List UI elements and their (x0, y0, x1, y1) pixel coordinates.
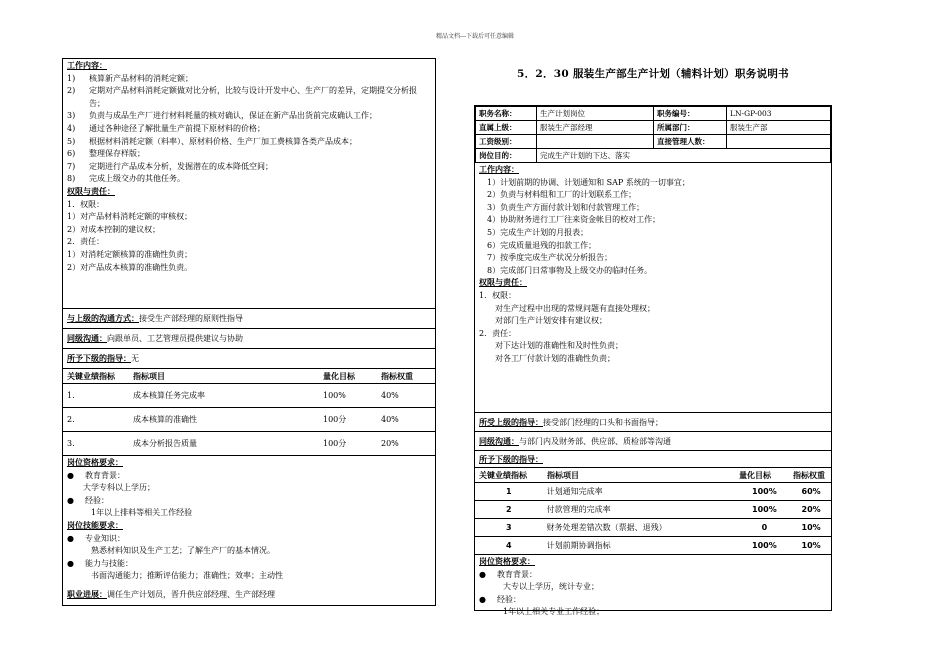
auth-line: 1）对产品材料消耗定额的审核权； (67, 212, 193, 222)
kpi-item: 成本分析报告质量 (133, 439, 197, 448)
kpi-item: 计划前期协调指标 (546, 541, 611, 550)
kpi-weight: 40% (381, 391, 399, 400)
direct-count-value (727, 135, 831, 149)
kpi-row (475, 537, 831, 555)
duty-item: 1）计划前期的协调、计划通知和 SAP 系统的一切事宜； (487, 177, 690, 187)
right-comm-up-label: 所受上级的指导： (479, 417, 543, 427)
left-ability-value: 书面沟通能力；推断评估能力；准确性；效率；主动性 (91, 571, 283, 581)
auth-line: 2．责任： (67, 237, 105, 247)
right-qualifications (475, 555, 831, 620)
duty-number: 5) (67, 136, 76, 146)
right-comm-up-value: 接受部门经理的口头和书面指导； (543, 417, 663, 427)
left-duties-title: 工作内容： (67, 61, 107, 70)
superior-label: 直属上级： (476, 121, 537, 135)
kpi-row (475, 501, 831, 519)
kpi-item: 成本核算的准确性 (133, 415, 197, 424)
right-duties-section (475, 163, 831, 413)
left-ability: ● 能力与技能： (67, 558, 133, 568)
duty-text: 定期对产品材料消耗定额做对比分析，比较与设计开发中心、生产厂的差异，定期提交分析报告； (89, 86, 417, 108)
kpi-col-header: 指标权重 (793, 470, 825, 480)
right-comm-up (475, 413, 831, 432)
duty-item (67, 123, 431, 136)
kpi-target: 100分 (323, 415, 347, 424)
duty-item (67, 173, 431, 186)
kpi-weight: 20% (801, 505, 821, 514)
right-auth-r-list (479, 340, 827, 365)
left-comm-up-label: 与上级的沟通方式： (67, 314, 139, 323)
auth-line: 对各工厂付款计划的准确性负责； (495, 353, 615, 363)
kpi-weight: 10% (801, 541, 821, 550)
duty-item: 2）负责与材料组和工厂的计划联系工作； (487, 190, 637, 200)
duty-number: 8) (67, 174, 76, 184)
right-auth-r-label: 2．责任： (479, 328, 517, 338)
right-edu-value: 大专以上学历，统计专业； (503, 582, 599, 592)
kpi-target: 100% (752, 505, 777, 514)
auth-line: 对生产过程中出现的常规问题有直接处理权； (495, 303, 655, 313)
purpose-label: 岗位目的： (476, 149, 537, 163)
duty-item: 5）完成生产计划的月报表； (487, 227, 589, 237)
right-subordinate (475, 451, 831, 468)
kpi-col-header: 指标权重 (381, 371, 413, 381)
auth-line: 对部门生产计划安排有建议权； (495, 316, 607, 326)
kpi-target: 0 (761, 523, 768, 532)
right-exp-value: 1年以上相关专业工作经验； (503, 607, 605, 617)
left-kpi-table (63, 384, 435, 456)
right-kpi-header (475, 468, 831, 483)
left-qual-title: 岗位资格要求： (67, 458, 123, 467)
kpi-weight: 10% (801, 523, 821, 532)
left-subordinate (63, 349, 435, 369)
right-duties-title: 工作内容： (479, 165, 519, 174)
wage-label: 工资级别： (476, 135, 537, 149)
page-header-note: 精品文档---下载后可任意编辑 (435, 33, 515, 40)
kpi-col-header: 关键业绩指标 (479, 470, 527, 480)
kpi-number: 3. (67, 439, 75, 448)
duty-number: 6) (67, 149, 76, 159)
right-kpi-table (475, 483, 831, 555)
auth-line: 2）对成本控制的建议权； (67, 224, 161, 234)
dept-label: 所属部门： (654, 121, 727, 135)
kpi-col-header: 指标项目 (547, 470, 579, 480)
duty-text: 通过各种途径了解批量生产前提下原材料的价格； (89, 123, 265, 133)
right-exp: ● 经验： (479, 594, 521, 604)
duty-item (67, 148, 431, 161)
left-job-description-panel (62, 58, 436, 606)
duty-item: 3）负责生产方面付款计划和付款管理工作； (487, 202, 645, 212)
job-name-value: 生产计划岗位 (537, 107, 654, 121)
duty-text: 整理保存样版； (89, 149, 145, 159)
kpi-col-header: 指标项目 (133, 371, 165, 381)
duty-item (67, 161, 431, 174)
left-skill-title: 岗位技能要求： (67, 520, 123, 530)
duty-number: 1) (67, 73, 76, 83)
left-know: ● 专业知识： (67, 533, 125, 543)
duty-text: 负责与成品生产厂进行材料耗量的核对确认，保证在新产品出货前完成确认工作； (89, 111, 377, 121)
right-edu: ● 教育背景： (479, 569, 537, 579)
direct-count-label: 直接管理人数： (654, 135, 727, 149)
left-edu-value: 大学专科以上学历； (83, 483, 155, 493)
auth-line: 1．权限： (67, 199, 105, 209)
duty-item: 7）按季度完成生产状况分析报告； (487, 253, 613, 263)
left-career: 职业进展：调任生产计划员，晋升供应部经理、生产部经理 (67, 589, 275, 599)
kpi-row (63, 384, 435, 408)
left-subordinate-label: 所予下级的指导： (67, 354, 131, 363)
kpi-row (63, 408, 435, 432)
duty-text: 根据材料消耗定额（料率）、原材料价格、生产厂加工费核算各类产品成本； (89, 136, 357, 146)
job-info-table (475, 106, 831, 163)
duty-item (67, 85, 431, 110)
left-comm-peer-label: 同级沟通： (67, 334, 107, 343)
kpi-target: 100% (323, 391, 346, 400)
left-kpi-header (63, 369, 435, 384)
left-duties-section (63, 59, 435, 309)
duty-item: 4）协助财务进行工厂往来资金帐目的校对工作； (487, 215, 661, 225)
kpi-col-header: 量化目标 (323, 371, 355, 381)
document-title: 5．2．30 服装生产部生产计划（辅料计划）职务说明书 (517, 68, 789, 80)
duty-number: 3) (67, 111, 76, 121)
dept-value: 服装生产部 (727, 121, 831, 135)
job-name-label: 职务名称： (476, 107, 537, 121)
wage-value (537, 135, 654, 149)
duty-text: 定期进行产品成本分析，发掘潜在的成本降低空间； (89, 161, 273, 171)
left-comm-peer (63, 329, 435, 349)
kpi-target: 100分 (323, 439, 347, 448)
left-know-value: 熟悉材料知识及生产工艺；了解生产厂的基本情况。 (91, 546, 275, 556)
duty-text: 核算新产品材料的消耗定额； (89, 73, 193, 83)
kpi-number: 2 (506, 505, 512, 514)
duty-item: 8）完成部门日常事物及上级交办的临时任务。 (487, 265, 653, 275)
kpi-item: 财务处理差错次数（票据、退残） (546, 523, 667, 532)
duty-item: 6）完成质量退残的扣款工作； (487, 240, 597, 250)
duty-item (67, 73, 431, 86)
left-subordinate-value: 无 (131, 354, 139, 363)
kpi-number: 1. (67, 391, 75, 400)
duty-number: 7) (67, 161, 76, 171)
right-comm-peer-value: 与部门内及财务部、供应部、质检部等沟通 (519, 436, 671, 446)
kpi-target: 100% (752, 541, 777, 550)
duty-item (67, 110, 431, 123)
left-comm-up (63, 309, 435, 329)
left-auth-list (67, 199, 431, 275)
kpi-number: 1 (506, 487, 512, 496)
superior-value: 服装生产部经理 (537, 121, 654, 135)
duty-number: 2) (67, 86, 76, 96)
kpi-col-header: 关键业绩指标 (67, 371, 115, 381)
kpi-col-header: 量化目标 (739, 470, 771, 480)
kpi-weight: 20% (381, 439, 399, 448)
right-auth-p-list (479, 303, 827, 328)
right-comm-peer-label: 同级沟通： (479, 436, 519, 446)
left-exp: ● 经验： (67, 495, 109, 505)
job-no-label: 职务编号： (654, 107, 727, 121)
kpi-row (475, 483, 831, 501)
auth-line: 2）对产品成本核算的准确性负责。 (67, 262, 193, 272)
left-edu: ● 教育背景： (67, 470, 125, 480)
right-job-description-panel (474, 105, 832, 617)
auth-line: 对下达计划的准确性和及时性负责； (495, 341, 623, 351)
kpi-number: 2. (67, 415, 75, 424)
left-comm-up-value: 接受生产部经理的原则性指导 (139, 314, 243, 323)
kpi-weight: 60% (801, 487, 821, 496)
kpi-number: 4 (506, 541, 512, 550)
kpi-item: 成本核算任务完成率 (133, 391, 205, 400)
kpi-target: 100% (752, 487, 777, 496)
kpi-number: 3 (506, 523, 512, 532)
duty-number: 4) (67, 123, 76, 133)
duty-item (67, 136, 431, 149)
kpi-item: 计划通知完成率 (546, 487, 603, 496)
right-duties-list (479, 177, 827, 278)
left-duties-list (67, 73, 431, 186)
kpi-item: 付款管理的完成率 (546, 505, 611, 514)
left-exp-value: 1年以上排料等相关工作经验 (91, 508, 193, 518)
purpose-value: 完成生产计划的下达、落实 (537, 149, 831, 163)
right-qual-title: 岗位资格要求： (479, 557, 535, 566)
kpi-row (63, 432, 435, 456)
right-auth-p-label: 1．权限： (479, 290, 517, 300)
job-no-value: LN-GP-003 (727, 107, 831, 121)
left-qualifications (63, 456, 435, 603)
kpi-weight: 40% (381, 415, 399, 424)
auth-line: 1）对消耗定额核算的准确性负责； (67, 249, 193, 259)
right-comm-peer (475, 432, 831, 451)
kpi-row (475, 519, 831, 537)
left-auth-title: 权限与责任： (67, 186, 115, 196)
right-subordinate-label: 所予下级的指导： (479, 454, 543, 464)
left-comm-peer-value: 向跟单员、工艺管理员提供建议与协助 (107, 334, 243, 343)
duty-text: 完成上级交办的其他任务。 (89, 174, 185, 184)
right-auth-title: 权限与责任： (479, 278, 527, 288)
